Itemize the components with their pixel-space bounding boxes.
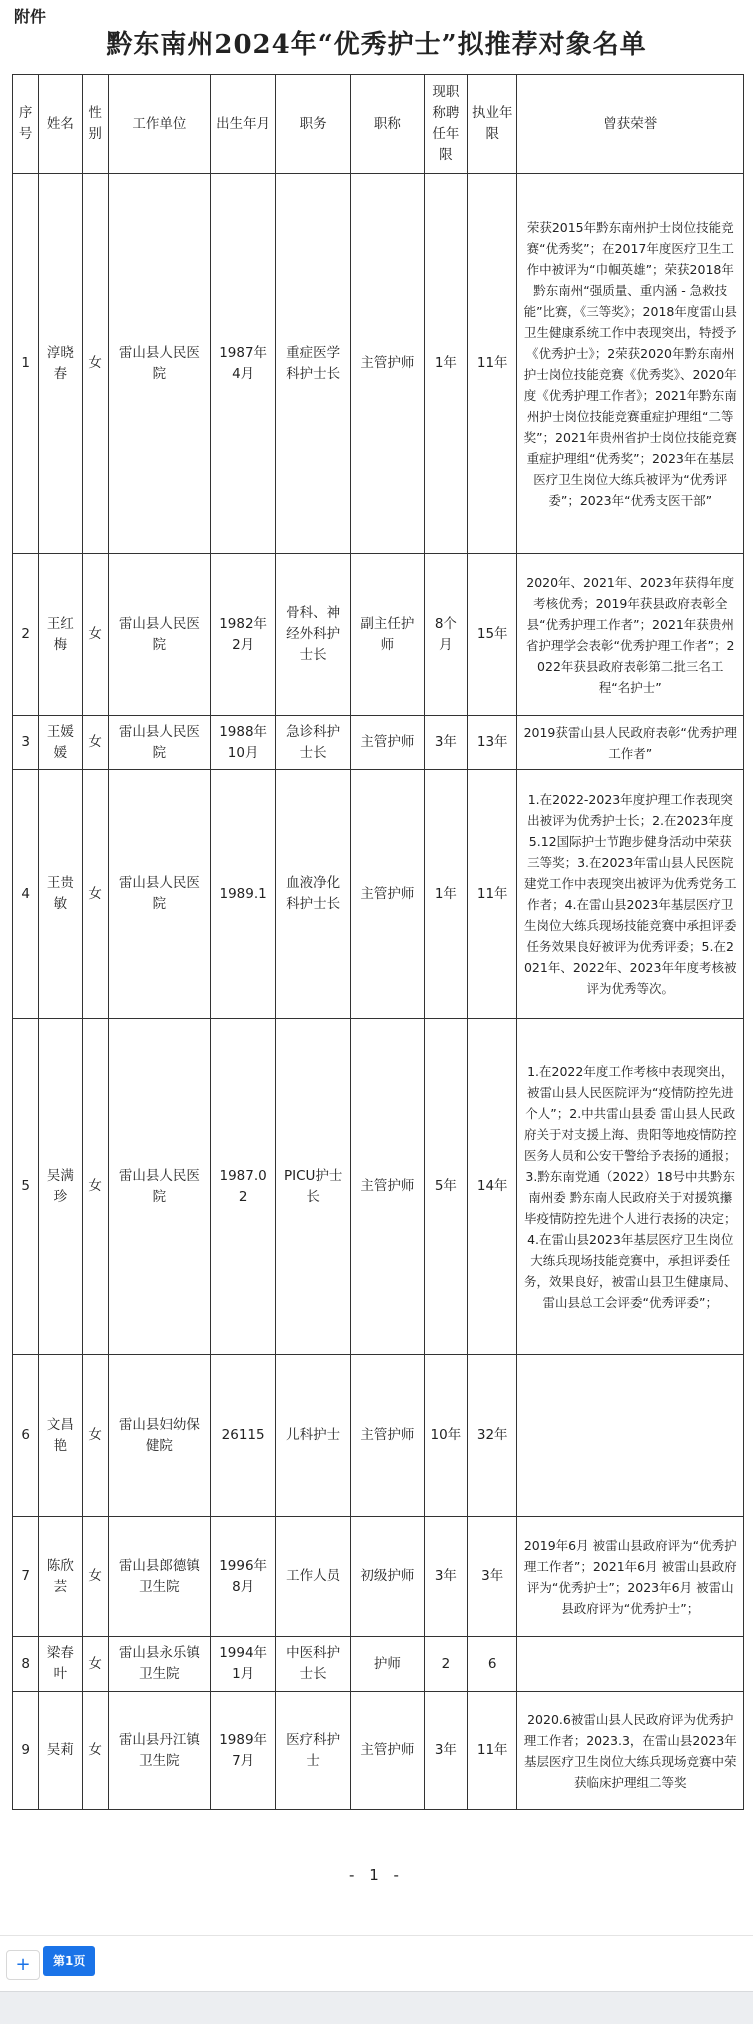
cell-tenure: 1年 xyxy=(424,770,467,1019)
status-bar xyxy=(0,1991,753,2024)
header-rank: 职称 xyxy=(351,75,425,174)
cell-gender: 女 xyxy=(82,1355,108,1517)
cell-seq: 5 xyxy=(13,1019,39,1355)
header-birth: 出生年月 xyxy=(210,75,275,174)
cell-name: 淳晓春 xyxy=(39,174,82,554)
cell-tenure: 8个月 xyxy=(424,554,467,716)
cell-name: 梁春叶 xyxy=(39,1637,82,1692)
cell-years: 11年 xyxy=(467,174,517,554)
cell-name: 吴满珍 xyxy=(39,1019,82,1355)
cell-unit: 雷山县郎德镇卫生院 xyxy=(108,1517,210,1637)
cell-honors: 2020年、2021年、2023年获得年度考核优秀；2019年获县政府表彰全县“优秀护理工作者”；2021年获贵州省护理学会表彰“优秀护理工作者”；2022年获县政府表彰第二批三名工程“名护士” xyxy=(517,554,744,716)
cell-years: 11年 xyxy=(467,770,517,1019)
header-seq: 序号 xyxy=(13,75,39,174)
cell-years: 11年 xyxy=(467,1692,517,1810)
cell-honors: 1.在2022年度工作考核中表现突出，被雷山县人民医院评为“疫情防控先进个人”；2.中共雷山县委 雷山县人民政府关于对支援上海、贵阳等地疫情防控医务人员和公安干警给予表扬的通报；3.黔东南党通（2022）18号中共黔东南州委 黔东南人民政府关于对援筑攥毕疫情防控先进个人进行表扬的决定；4.在雷山县2023年基层医疗卫生岗位大练兵现场技能竞赛中，承担评委任务，效果良好，被雷山县卫生健康局、雷山县总工会评委“优秀评委”； xyxy=(517,1019,744,1355)
cell-rank: 主管护师 xyxy=(351,1019,425,1355)
cell-rank: 副主任护师 xyxy=(351,554,425,716)
table-header-row xyxy=(13,75,744,174)
cell-gender: 女 xyxy=(82,174,108,554)
cell-duty: 重症医学科护士长 xyxy=(276,174,351,554)
cell-tenure: 3年 xyxy=(424,1692,467,1810)
cell-name: 王贵敏 xyxy=(39,770,82,1019)
cell-gender: 女 xyxy=(82,1692,108,1810)
cell-rank: 主管护师 xyxy=(351,1692,425,1810)
cell-name: 王红梅 xyxy=(39,554,82,716)
header-gender: 性别 xyxy=(82,75,108,174)
cell-gender: 女 xyxy=(82,1019,108,1355)
cell-birth: 1989年7月 xyxy=(210,1692,275,1810)
cell-rank: 主管护师 xyxy=(351,716,425,770)
cell-unit: 雷山县妇幼保健院 xyxy=(108,1355,210,1517)
tab-page-1[interactable]: 第1页 xyxy=(43,1946,95,1976)
table-row xyxy=(13,1355,744,1517)
header-duty: 职务 xyxy=(276,75,351,174)
cell-honors: 2019获雷山县人民政府表彰“优秀护理工作者” xyxy=(517,716,744,770)
sheet-tab-bar xyxy=(0,1935,753,1992)
cell-birth: 26115 xyxy=(210,1355,275,1517)
cell-tenure: 5年 xyxy=(424,1019,467,1355)
cell-honors: 荣获2015年黔东南州护士岗位技能竞赛“优秀奖”；在2017年度医疗卫生工作中被评为“巾帼英雄”；荣获2018年黔东南州“强质量、重内涵 - 急救技能”比赛，《三等奖》；2018年度雷山县卫生健康系统工作中表现突出，特授予《优秀护士》；2荣获2020年黔东南州护士岗位技能竞赛《优秀奖》、2020年度《优秀护理工作者》；2021年黔东南州护士岗位技能竞赛重症护理组“二等奖”；2021年贵州省护士岗位技能竞赛重症护理组“优秀奖”；2023年在基层医疗卫生岗位大练兵被评为“优秀评委”；2023年“优秀支医干部” xyxy=(517,174,744,554)
table-row xyxy=(13,770,744,1019)
cell-unit: 雷山县人民医院 xyxy=(108,716,210,770)
cell-tenure: 3年 xyxy=(424,716,467,770)
cell-rank: 初级护师 xyxy=(351,1517,425,1637)
header-years: 执业年限 xyxy=(467,75,517,174)
cell-duty: 急诊科护士长 xyxy=(276,716,351,770)
cell-name: 文昌艳 xyxy=(39,1355,82,1517)
cell-honors: 2019年6月 被雷山县政府评为“优秀护理工作者”；2021年6月 被雷山县政府评为“优秀护士”；2023年6月 被雷山县政府评为“优秀护士”； xyxy=(517,1517,744,1637)
cell-rank: 主管护师 xyxy=(351,174,425,554)
cell-gender: 女 xyxy=(82,716,108,770)
header-tenure: 现职称聘任年限 xyxy=(424,75,467,174)
cell-seq: 6 xyxy=(13,1355,39,1517)
cell-rank: 主管护师 xyxy=(351,770,425,1019)
cell-unit: 雷山县人民医院 xyxy=(108,554,210,716)
cell-unit: 雷山县人民医院 xyxy=(108,174,210,554)
cell-duty: 工作人员 xyxy=(276,1517,351,1637)
header-unit: 工作单位 xyxy=(108,75,210,174)
cell-duty: PICU护士长 xyxy=(276,1019,351,1355)
add-sheet-button[interactable]: + xyxy=(6,1950,40,1980)
cell-unit: 雷山县永乐镇卫生院 xyxy=(108,1637,210,1692)
cell-unit: 雷山县人民医院 xyxy=(108,1019,210,1355)
cell-years: 15年 xyxy=(467,554,517,716)
cell-duty: 医疗科护士 xyxy=(276,1692,351,1810)
table-row xyxy=(13,1019,744,1355)
cell-birth: 1996年8月 xyxy=(210,1517,275,1637)
cell-birth: 1994年1月 xyxy=(210,1637,275,1692)
cell-seq: 3 xyxy=(13,716,39,770)
cell-seq: 4 xyxy=(13,770,39,1019)
document-title: 黔东南州2024年“优秀护士”拟推荐对象名单 xyxy=(106,30,647,60)
cell-birth: 1989.1 xyxy=(210,770,275,1019)
table-row xyxy=(13,1692,744,1810)
header-honors: 曾获荣誉 xyxy=(517,75,744,174)
cell-duty: 骨科、神经外科护士长 xyxy=(276,554,351,716)
cell-name: 陈欣芸 xyxy=(39,1517,82,1637)
cell-years: 32年 xyxy=(467,1355,517,1517)
cell-rank: 主管护师 xyxy=(351,1355,425,1517)
header-name: 姓名 xyxy=(39,75,82,174)
nominee-table xyxy=(12,74,744,1810)
cell-seq: 8 xyxy=(13,1637,39,1692)
cell-birth: 1987.02 xyxy=(210,1019,275,1355)
page-number: - 1 - xyxy=(349,1866,404,1884)
table-row xyxy=(13,1637,744,1692)
cell-gender: 女 xyxy=(82,554,108,716)
cell-gender: 女 xyxy=(82,1517,108,1637)
cell-name: 王媛媛 xyxy=(39,716,82,770)
cell-duty: 儿科护士 xyxy=(276,1355,351,1517)
table-row xyxy=(13,174,744,554)
cell-years: 14年 xyxy=(467,1019,517,1355)
cell-honors xyxy=(517,1637,744,1692)
cell-birth: 1987年4月 xyxy=(210,174,275,554)
cell-duty: 血液净化科护士长 xyxy=(276,770,351,1019)
cell-years: 13年 xyxy=(467,716,517,770)
cell-years: 6 xyxy=(467,1637,517,1692)
cell-unit: 雷山县丹江镇卫生院 xyxy=(108,1692,210,1810)
cell-birth: 1988年10月 xyxy=(210,716,275,770)
cell-unit: 雷山县人民医院 xyxy=(108,770,210,1019)
attachment-label: 附件 xyxy=(14,7,47,26)
cell-gender: 女 xyxy=(82,770,108,1019)
cell-gender: 女 xyxy=(82,1637,108,1692)
table-row xyxy=(13,1517,744,1637)
cell-years: 3年 xyxy=(467,1517,517,1637)
table-row xyxy=(13,554,744,716)
cell-tenure: 1年 xyxy=(424,174,467,554)
cell-seq: 7 xyxy=(13,1517,39,1637)
cell-name: 吴莉 xyxy=(39,1692,82,1810)
cell-honors: 2020.6被雷山县人民政府评为优秀护理工作者；2023.3，在雷山县2023年基层医疗卫生岗位大练兵现场竞赛中荣获临床护理组二等奖 xyxy=(517,1692,744,1810)
cell-honors xyxy=(517,1355,744,1517)
cell-seq: 2 xyxy=(13,554,39,716)
cell-rank: 护师 xyxy=(351,1637,425,1692)
cell-seq: 9 xyxy=(13,1692,39,1810)
cell-tenure: 2 xyxy=(424,1637,467,1692)
cell-tenure: 3年 xyxy=(424,1517,467,1637)
cell-seq: 1 xyxy=(13,174,39,554)
cell-tenure: 10年 xyxy=(424,1355,467,1517)
cell-birth: 1982年2月 xyxy=(210,554,275,716)
table-row xyxy=(13,716,744,770)
cell-duty: 中医科护士长 xyxy=(276,1637,351,1692)
cell-honors: 1.在2022-2023年度护理工作表现突出被评为优秀护士长；2.在2023年度5.12国际护士节跑步健身活动中荣获三等奖；3.在2023年雷山县人民医院建党工作中表现突出被评为优秀党务工作者；4.在雷山县2023年基层医疗卫生岗位大练兵现场技能竞赛中承担评委任务效果良好被评为优秀评委；5.在2021年、2022年、2023年年度考核被评为优秀等次。 xyxy=(517,770,744,1019)
